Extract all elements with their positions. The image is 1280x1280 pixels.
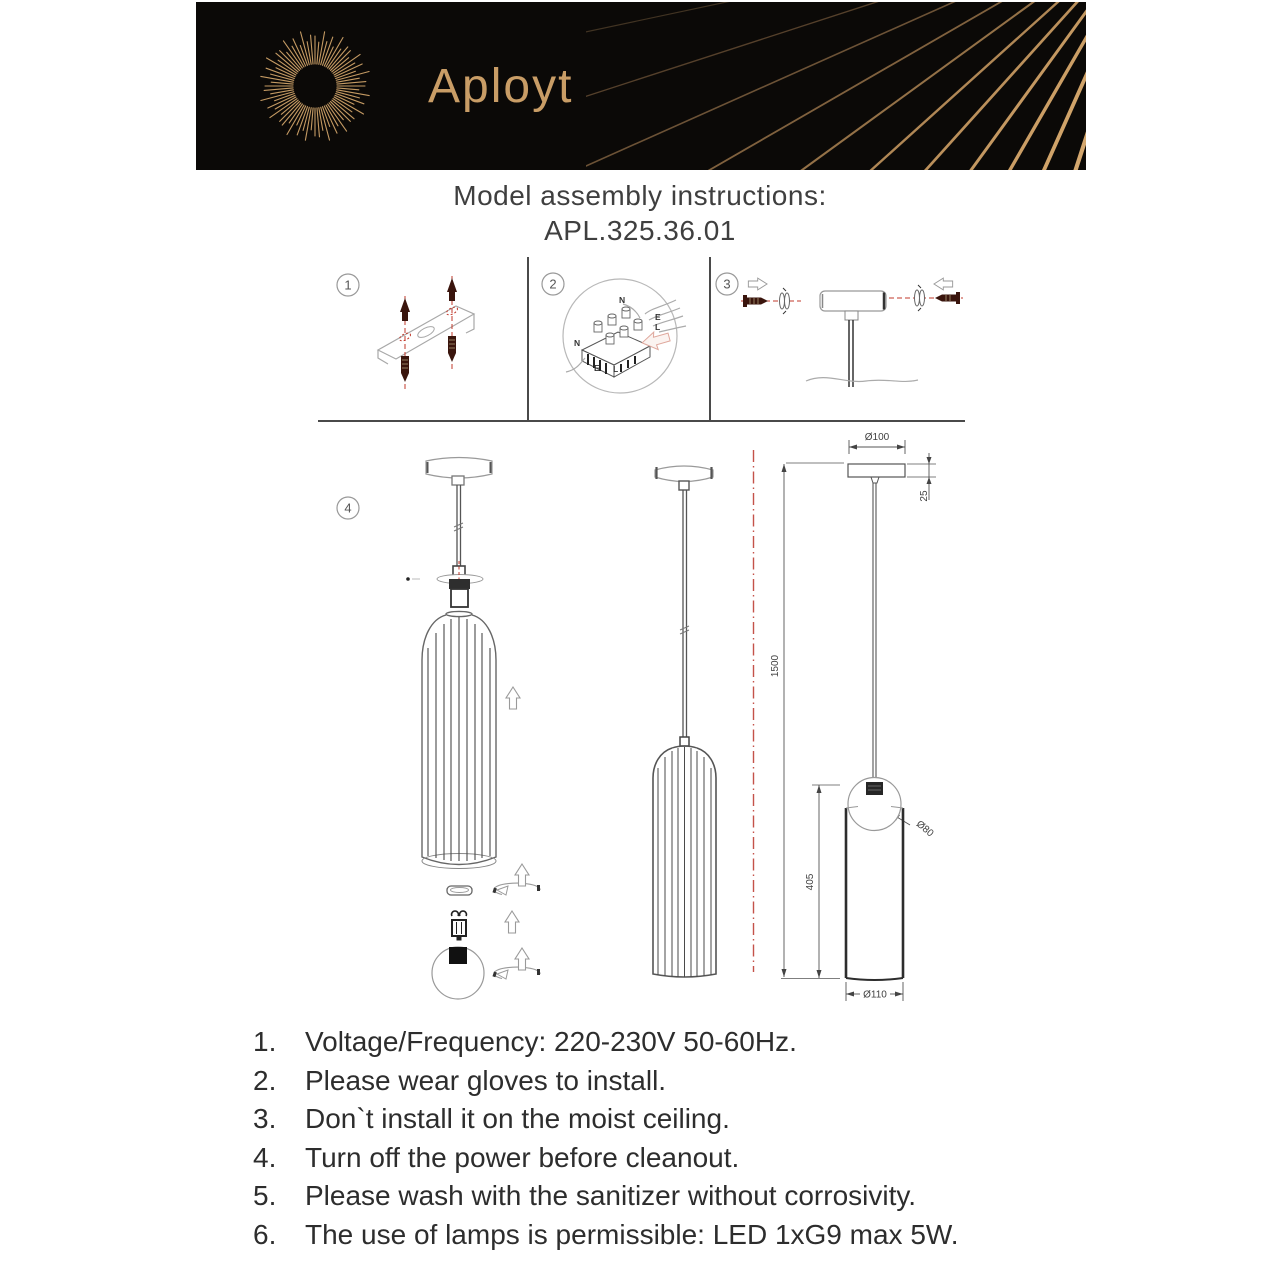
- step-badges: [337, 273, 738, 519]
- dim-bulb-diameter: Ø80: [913, 818, 936, 840]
- item-text: Don`t install it on the moist ceiling.: [305, 1103, 730, 1134]
- dim-canopy-height: 25: [919, 490, 930, 502]
- page-title: Model assembly instructions:: [453, 180, 827, 211]
- item-number: 2.: [253, 1064, 277, 1096]
- dim-shade-height: 405: [805, 873, 816, 891]
- block-label-n: N: [574, 338, 581, 348]
- twist-bulb-arrow-icon: [492, 948, 540, 979]
- item-number: 5.: [253, 1180, 277, 1211]
- wire-label-e: E: [655, 312, 661, 322]
- list-item: [0, 1023, 1280, 1062]
- dimension-arrowheads: [782, 445, 932, 997]
- svg-text:1: 1: [344, 277, 352, 293]
- item-number: 4.: [253, 1141, 277, 1173]
- dim-canopy-diameter: Ø100: [864, 432, 890, 443]
- canopy-assembled: [655, 466, 713, 490]
- list-item: [0, 1139, 1280, 1178]
- ribbed-glass-shade-assembled: [653, 746, 716, 977]
- list-item: [0, 1100, 1280, 1139]
- brand-name: Aployt: [428, 60, 574, 113]
- ribbed-glass-shade-exploded: [422, 611, 496, 868]
- list-item: [0, 1216, 1280, 1255]
- dimension-labels: [770, 432, 936, 1001]
- step-1-badge: [337, 274, 359, 296]
- dimension-drawing: [770, 432, 936, 1001]
- screw-left-horizontal-icon: [741, 288, 801, 314]
- step-2-badge: [542, 273, 564, 295]
- shade-profile: [846, 778, 903, 981]
- dim-overall-height: 1500: [770, 654, 781, 678]
- list-item: [0, 1062, 1280, 1101]
- shade-holder-disc: [406, 561, 483, 592]
- ceiling-canopy-icon: [806, 291, 918, 387]
- block-label-l: L: [613, 364, 619, 374]
- suspension-cord-assembled: [680, 490, 689, 737]
- retaining-ring: [447, 886, 472, 895]
- item-text: Please wash with the sanitizer without corrosivity.: [305, 1180, 917, 1211]
- item-text: Voltage/Frequency: 220-230V 50-60Hz.: [305, 1026, 797, 1057]
- step2-wiring-diagram: [563, 279, 686, 393]
- step-3-badge: [716, 273, 738, 295]
- item-text: Please wear gloves to install.: [305, 1064, 667, 1096]
- cord-grip-assembled: [680, 737, 689, 746]
- wire-label-l: L: [655, 322, 661, 332]
- step4-exploded-view: [406, 458, 540, 1000]
- block-label-e: E: [594, 363, 600, 373]
- suspension-cord: [454, 485, 463, 566]
- list-item: [0, 1177, 1280, 1216]
- dim-shade-diameter: Ø110: [863, 989, 887, 1001]
- g9-led-bulb: [432, 947, 484, 999]
- slide-up-arrow-icon: [506, 687, 520, 709]
- step3-canopy-diagram: [741, 278, 963, 387]
- g9-lamp-holder: [452, 911, 467, 940]
- twist-lock-arrow-icon: [492, 864, 540, 895]
- wire-label-n: N: [619, 295, 626, 305]
- svg-text:2: 2: [549, 276, 557, 292]
- push-right-arrow-icon: [748, 278, 767, 290]
- model-number: APL.325.36.01: [544, 215, 736, 246]
- svg-text:4: 4: [344, 500, 352, 516]
- lamp-socket: [449, 579, 470, 607]
- svg-text:3: 3: [723, 276, 731, 292]
- item-text: The use of lamps is permissible: LED 1xG9 max 5W.: [305, 1218, 959, 1250]
- insert-up-arrow-icon: [505, 911, 519, 933]
- item-number: 1.: [253, 1026, 277, 1057]
- dimension-lines: [781, 440, 936, 1001]
- step-4-badge: [337, 497, 359, 519]
- push-left-arrow-icon: [934, 278, 953, 290]
- assembled-pendant-view: [653, 466, 716, 977]
- canopy-exploded: [426, 458, 492, 486]
- step1-bracket-diagram: [378, 276, 474, 392]
- item-number: 6.: [253, 1218, 277, 1250]
- item-text: Turn off the power before cleanout.: [305, 1141, 740, 1173]
- screw-right-horizontal-icon: [889, 285, 963, 311]
- item-number: 3.: [253, 1103, 277, 1134]
- instruction-list: [0, 1023, 1280, 1254]
